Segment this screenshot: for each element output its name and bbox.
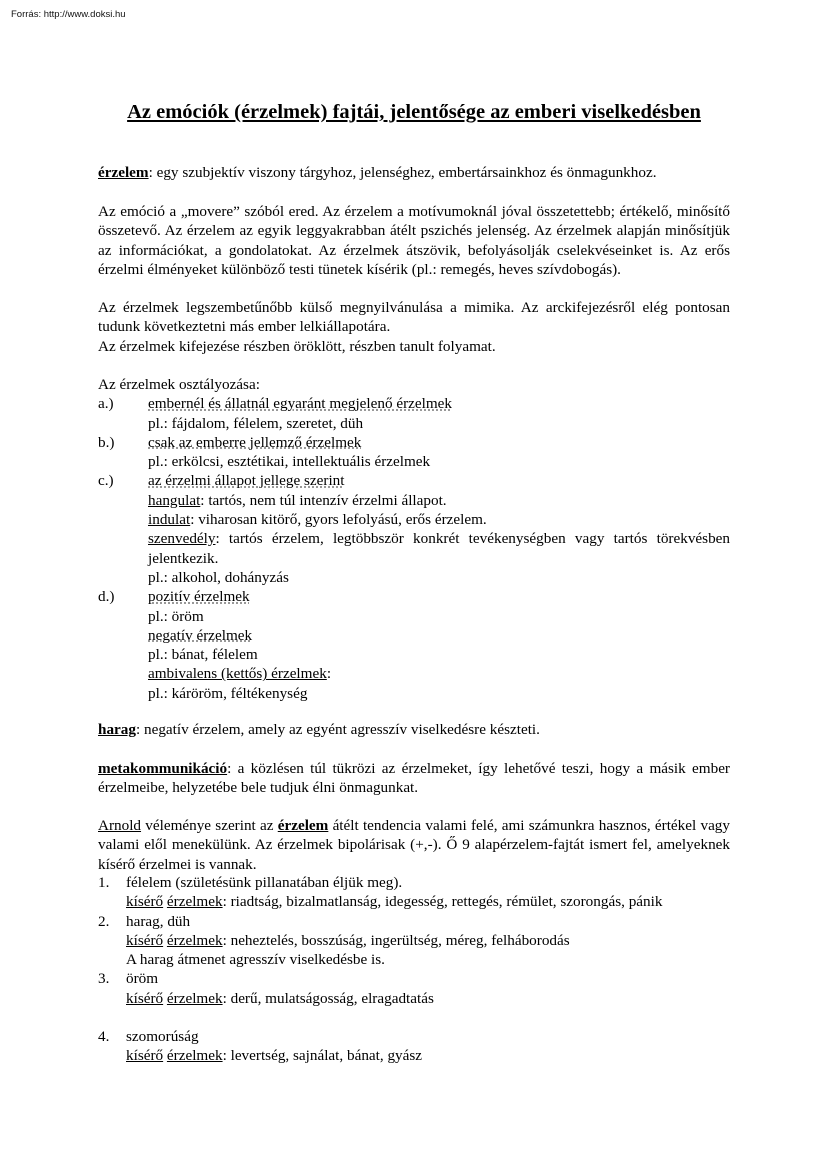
erzelmek-word: érzelmek	[166, 1047, 223, 1065]
source-line: Forrás: http://www.doksi.hu	[11, 9, 126, 20]
emotion-number: 1.	[98, 874, 110, 891]
emotion-accompanying	[98, 892, 730, 911]
szenvedely-term: szenvedély	[148, 530, 216, 548]
accompanying-list: : derű, mulatságosság, elragadtatás	[222, 989, 434, 1007]
class-a-title: embernél és állatnál egyaránt megjelenő érzelmek	[148, 395, 453, 413]
indulat-line	[98, 510, 730, 529]
class-a	[98, 394, 730, 413]
meta-text: : a közlésen túl tükrözi az érzelmeket, így lehetővé teszi, hogy a másik ember érzelmeibe, helyzetébe bele tudjuk élni önmagunkat.	[98, 760, 730, 797]
arnold-text-2: átélt tendencia valami felé, ami számunkra hasznos, értékel vagy valami elől menekülünk. Az érzelmek bipolárisak (+,-). Ő 9 alapérzelem-fajtát ismert fel, amelyeknek kísérő érzelmei is vannak.	[98, 817, 730, 873]
kisero-word: kísérő	[126, 931, 164, 949]
harag-paragraph	[98, 720, 730, 739]
emotion-name: harag, düh	[126, 912, 191, 930]
class-d-label: d.)	[98, 588, 115, 606]
indulat-text: : viharosan kitörő, gyors lefolyású, erős érzelem.	[190, 511, 487, 529]
accompanying-list: : riadtság, bizalmatlanság, idegesség, rettegés, rémület, szorongás, pánik	[222, 893, 663, 911]
class-d-ambivalent-title: ambivalens (kettős) érzelmek	[148, 665, 327, 683]
emotion-item	[98, 969, 730, 988]
classification-section	[98, 375, 730, 703]
emotion-note: A harag átmenet agresszív viselkedésbe is.	[126, 951, 385, 969]
accompanying-list: : neheztelés, bosszúság, ingerültség, méreg, felháborodás	[222, 931, 570, 949]
definition-paragraph	[98, 163, 730, 182]
class-c-example: pl.: alkohol, dohányzás	[148, 568, 289, 586]
intro-paragraph-3: Az érzelmek kifejezése részben öröklött, részben tanult folyamat.	[98, 338, 496, 355]
emotion-name: öröm	[126, 970, 159, 988]
meta-term: metakommunikáció	[98, 760, 228, 777]
hangulat-line	[98, 491, 730, 510]
class-c-label: c.)	[98, 472, 114, 490]
szenvedely-text: : tartós érzelem, legtöbbször konkrét tevékenységben vagy tartós törekvésben jelentkezik.	[148, 530, 730, 567]
class-b-title: csak az emberre jellemző érzelmek	[148, 433, 362, 451]
hangulat-text: : tartós, nem túl intenzív érzelmi állapot.	[200, 491, 447, 509]
definition-text: : egy szubjektív viszony tárgyhoz, jelenséghez, embertársainkhoz és önmagunkhoz.	[148, 164, 657, 181]
class-d	[98, 587, 730, 606]
emotion-item	[98, 1027, 730, 1046]
accompanying-list: : levertség, sajnálat, bánat, gyász	[222, 1047, 423, 1065]
emotion-number: 2.	[98, 912, 110, 930]
emotion-name: szomorúság	[126, 1028, 199, 1046]
emotion-number: 4.	[98, 1028, 110, 1046]
arnold-paragraph	[98, 816, 730, 874]
page-title: Az emóciók (érzelmek) fajtái, jelentősége az emberi viselkedésben	[127, 101, 701, 123]
class-d-ambivalent-example: pl.: káröröm, féltékenység	[148, 684, 308, 702]
class-d-positive-title: pozitív érzelmek	[148, 588, 250, 606]
emotion-accompanying	[98, 1046, 730, 1065]
erzelmek-word: érzelmek	[166, 931, 223, 949]
kisero-word: kísérő	[126, 989, 164, 1007]
szenvedely-line	[98, 529, 730, 568]
intro-paragraph-1: Az emóció a „movere” szóból ered. Az érzelem a motívumoknál jóval összetettebb; értékelő, minősítő összetevő. Az érzelem az egyik leggyakrabban átélt pszichés jelenség. Az érzelmek alapján minősítjük az információkat, a gondolatokat. Az érzelmek átszövik, befolyásolják cselekvéseinket is. Az erős érzelmi élményeket különböző testi tünetek kísérik (pl.: remegés, heves szívdobogás).	[98, 203, 730, 278]
emotion-accompanying	[98, 931, 730, 950]
kisero-word: kísérő	[126, 893, 164, 911]
indulat-term: indulat	[148, 511, 191, 529]
class-b	[98, 433, 730, 452]
classification-heading: Az érzelmek osztályozása:	[98, 376, 260, 393]
erzelmek-word: érzelmek	[166, 989, 223, 1007]
emotion-number: 3.	[98, 970, 110, 988]
arnold-name: Arnold	[98, 817, 142, 834]
definition-term: érzelem	[98, 164, 149, 181]
class-c	[98, 471, 730, 490]
class-b-label: b.)	[98, 433, 115, 451]
class-a-example: pl.: fájdalom, félelem, szeretet, düh	[148, 414, 364, 432]
harag-text: : negatív érzelem, amely az egyént agresszív viselkedésre készteti.	[135, 721, 540, 738]
emotion-list	[98, 873, 730, 1066]
class-d-positive-example: pl.: öröm	[148, 607, 204, 625]
meta-paragraph	[98, 759, 730, 798]
erzelmek-word: érzelmek	[166, 893, 223, 911]
class-d-negative-example: pl.: bánat, félelem	[148, 646, 258, 664]
arnold-term: érzelem	[277, 817, 329, 834]
emotion-accompanying	[98, 989, 730, 1008]
emotion-item	[98, 912, 730, 931]
harag-term: harag	[98, 721, 136, 738]
arnold-text-1: véleménye szerint az	[141, 817, 278, 834]
emotion-item	[98, 873, 730, 892]
class-b-example: pl.: erkölcsi, esztétikai, intellektuális érzelmek	[148, 453, 431, 471]
hangulat-term: hangulat	[148, 491, 201, 509]
intro-paragraph-2: Az érzelmek legszembetűnőbb külső megnyilvánulása a mimika. Az arckifejezésről elég pontosan tudunk következtetni más ember lelkiállapotára.	[98, 299, 730, 336]
class-a-label: a.)	[98, 395, 114, 413]
class-d-negative-title: negatív érzelmek	[148, 626, 253, 644]
emotion-name: félelem (születésünk pillanatában éljük meg).	[126, 874, 403, 891]
colon: :	[326, 665, 332, 683]
class-c-title: az érzelmi állapot jellege szerint	[148, 472, 345, 490]
kisero-word: kísérő	[126, 1047, 164, 1065]
